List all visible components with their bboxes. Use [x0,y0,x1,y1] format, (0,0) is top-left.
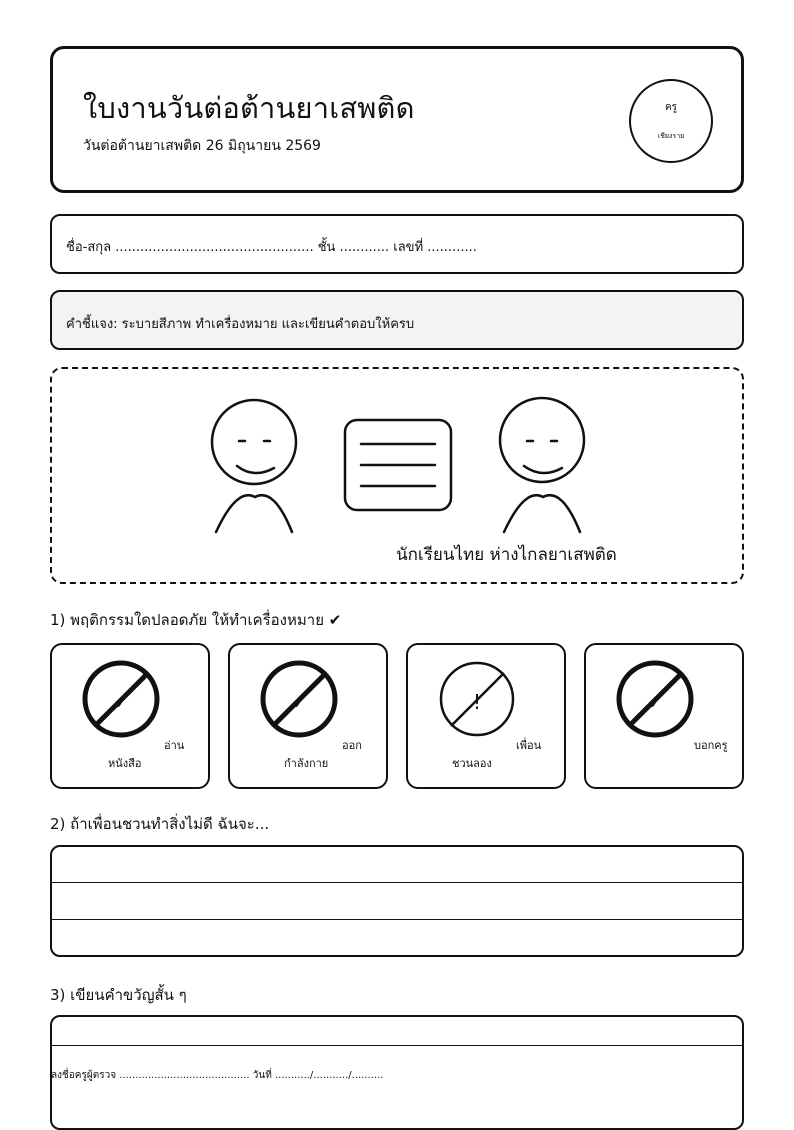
answer-line [52,919,742,920]
instructions-text: คำชี้แจง: ระบายสีภาพ ทำเครื่องหมาย และเขียนคำตอบให้ครบ [66,317,415,332]
answer-line [52,882,742,883]
question-2-label: 2) ถ้าเพื่อนชวนทำสิ่งไม่ดี ฉันจะ... [50,815,270,833]
instructions-box [50,290,744,350]
seal-top-text: ครู [664,102,678,113]
option-card-friend-invites[interactable] [406,643,566,789]
check-mark-icon: ✓ [112,690,132,715]
smiling-student-icon [212,400,296,532]
option-label-line1: เพื่อน [516,739,542,752]
prohibition-icon [78,656,164,742]
prohibition-icon [434,656,520,742]
teacher-seal [629,79,713,163]
student-info-box[interactable] [50,214,744,274]
teacher-signature-line: ลงชื่อครูผู้ตรวจ ......................................... วันที่ .........../.........../.......... [51,1070,384,1081]
page-title: ใบงานวันต่อต้านยาเสพติด [83,91,415,125]
option-card-tell-teacher[interactable] [584,643,744,789]
check-mark-icon: ✓ [290,690,310,715]
option-card-exercise[interactable] [228,643,388,789]
question-3-label: 3) เขียนคำขวัญสั้น ๆ [50,986,187,1004]
answer-line [52,1045,742,1046]
student-info-line: ชื่อ-สกุล ................................................ ชั้น ............ เลขที่ ............ [66,240,477,255]
prohibition-icon [612,656,698,742]
option-card-read-book[interactable] [50,643,210,789]
check-mark-icon: ✓ [646,690,666,715]
warning-mark-icon: ! [472,690,482,714]
page-subtitle: วันต่อต้านยาเสพติด 26 มิถุนายน 2569 [83,138,321,154]
answer-lines-box[interactable] [50,845,744,957]
question-1-label: 1) พฤติกรรมใดปลอดภัย ให้ทำเครื่องหมาย ✔ [50,611,342,629]
illustration-caption: นักเรียนไทย ห่างไกลยาเสพติด [396,545,617,565]
option-label-line2: ชวนลอง [452,757,492,770]
illustration-area [50,367,744,584]
option-label-line2: กำลังกาย [284,757,329,770]
option-label-line1: อ่าน [164,739,185,752]
option-label-line1: ออก [342,739,362,752]
seal-bottom-text: เชียงราย [657,132,685,140]
worksheet-header [50,46,744,193]
prohibition-icon [256,656,342,742]
option-label-line2: หนังสือ [108,757,142,770]
smiling-student-icon [500,398,584,532]
message-board-icon [345,420,451,510]
option-label-line1: บอกครู [694,739,728,752]
